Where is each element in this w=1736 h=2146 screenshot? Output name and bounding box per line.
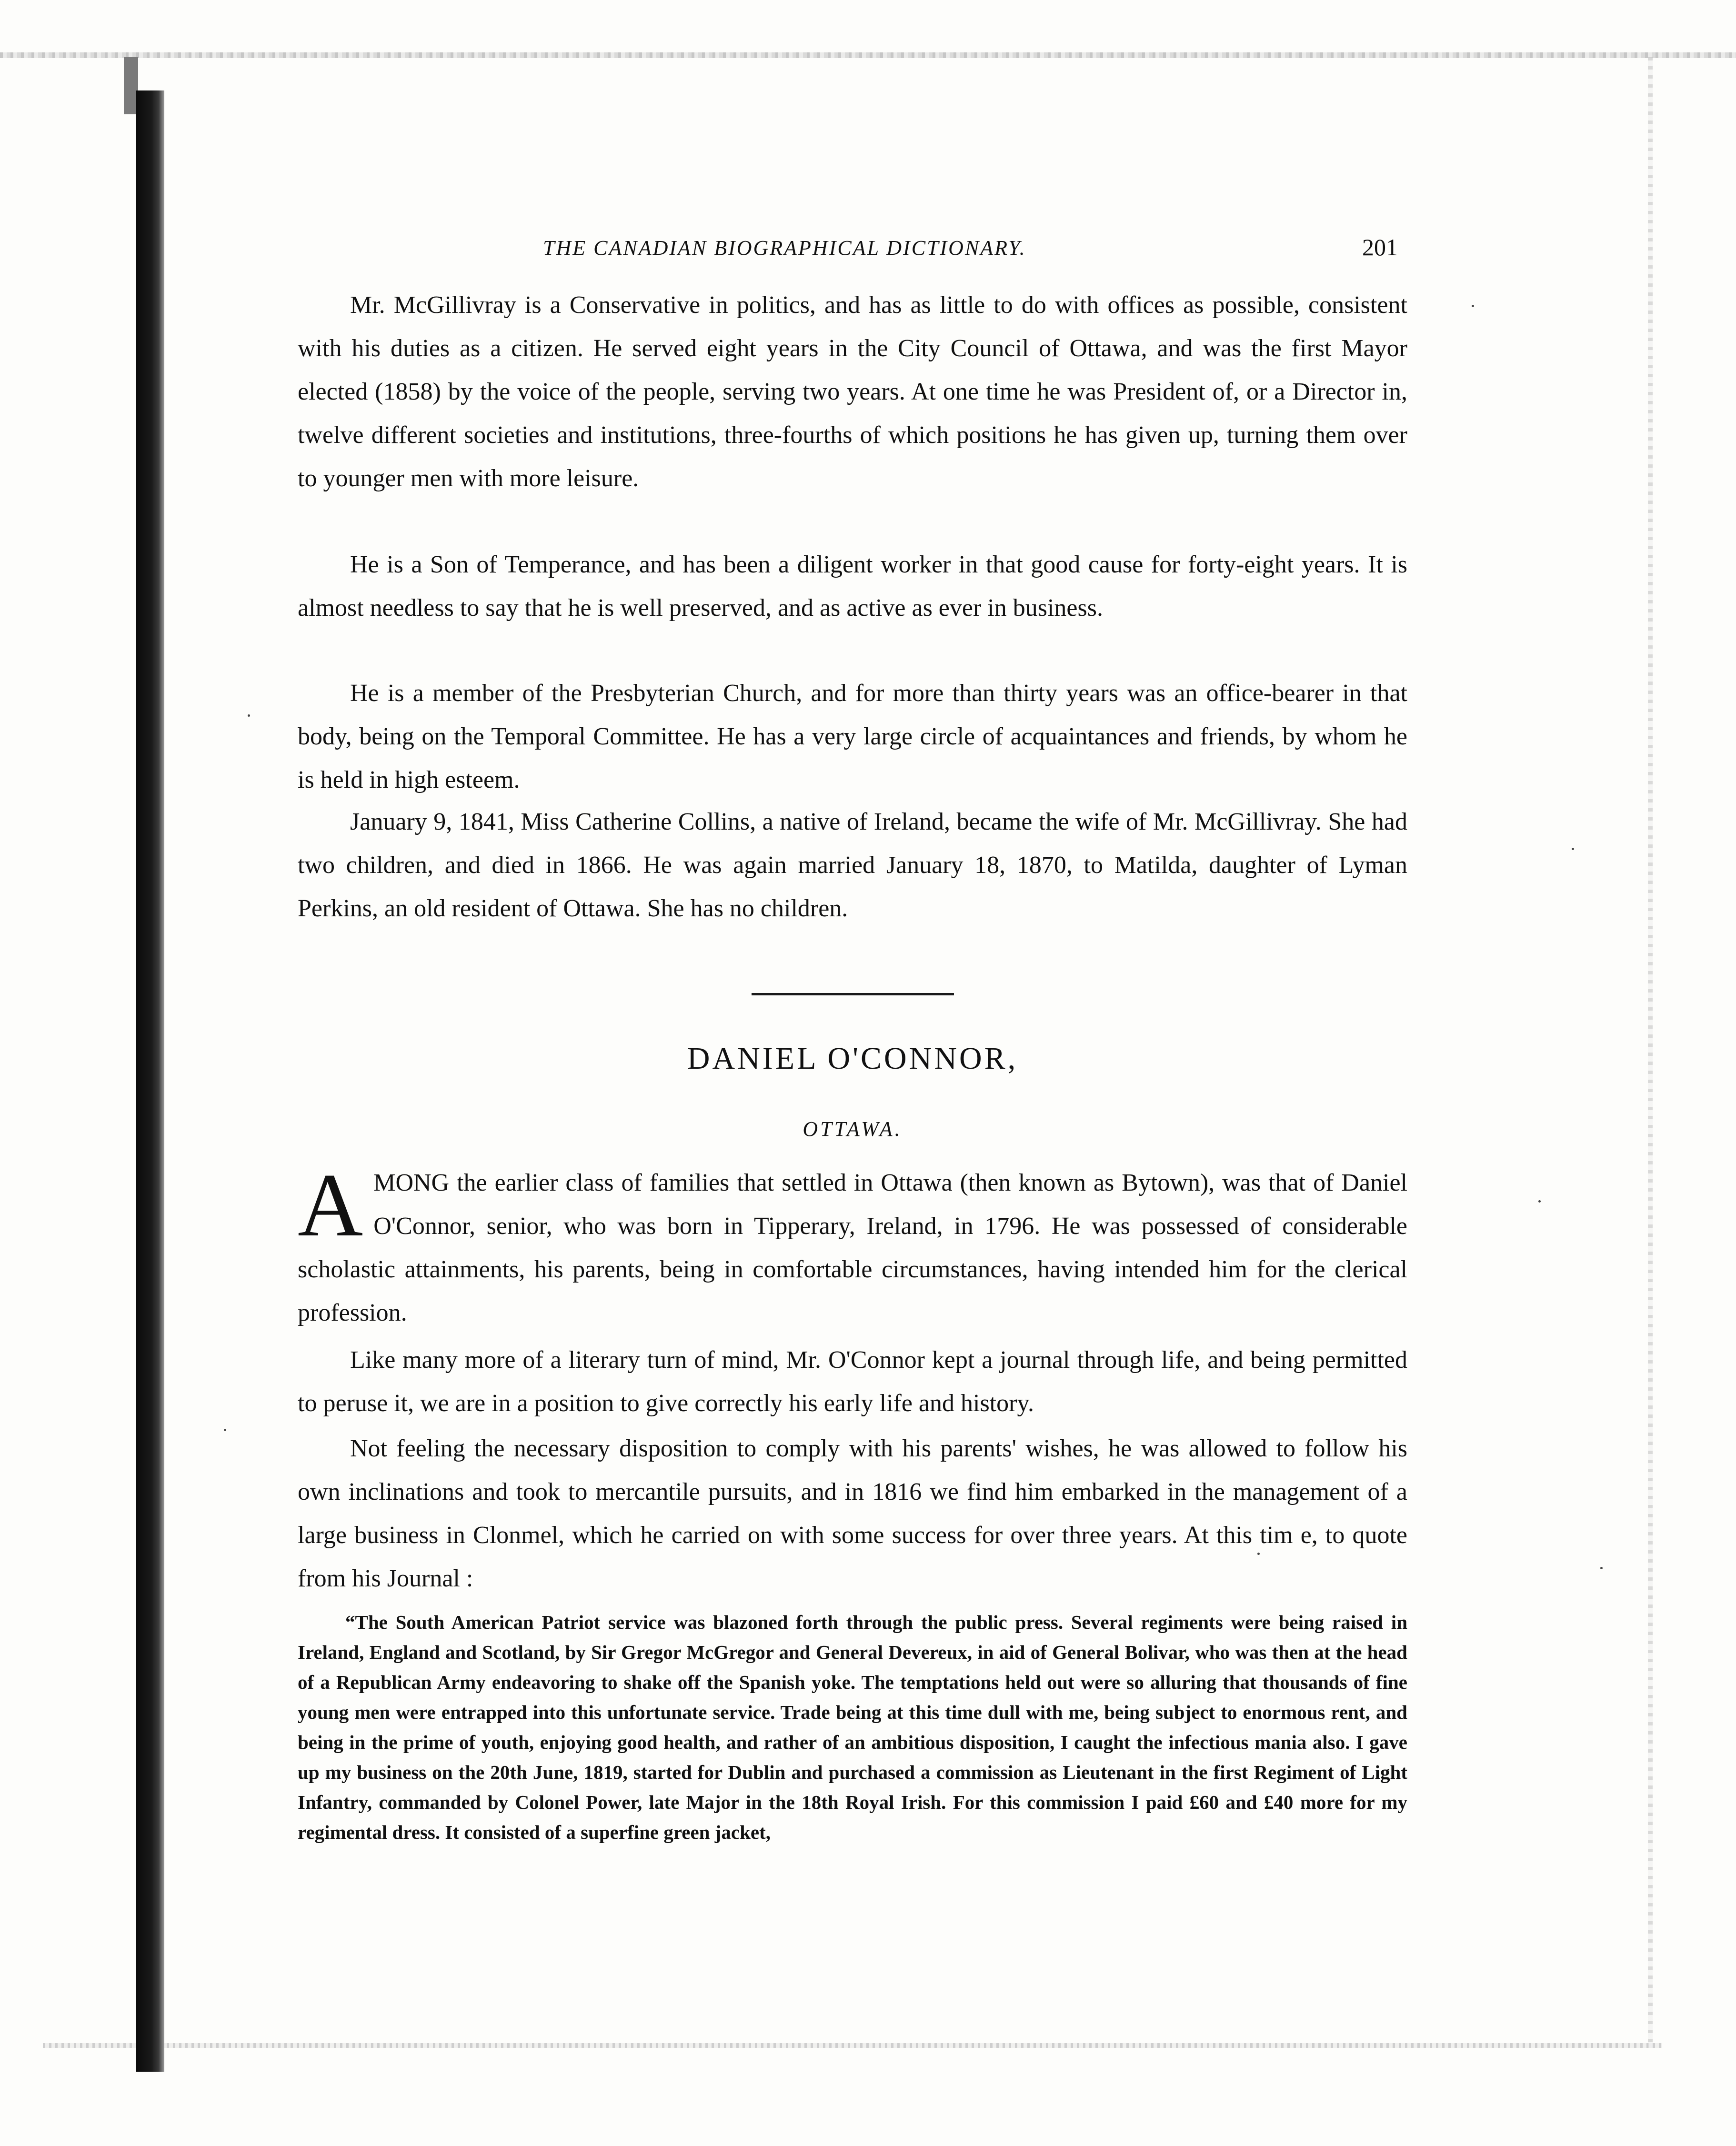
article-opening-paragraph [298,1155,1407,1334]
article-place: OTTAWA. [803,1117,903,1141]
journal-quotation [298,1607,1407,1847]
paragraph-text: He is a Son of Temperance, and has been a diligent worker in that good cause for forty-eight years. It is almost needless to say that he is well preserved, and as active as ever in business. [298,551,1407,622]
page-top-edge [0,52,1736,58]
paragraph-text: Like many more of a literary turn of mind, Mr. O'Connor kept a journal through life, and being permitted to peruse it, we are in a position to give correctly his early life and history. [298,1346,1407,1417]
paragraph-text: Mr. McGillivray is a Conservative in politics, and has as little to do with offices as possible, consistent with his duties as a citizen. He served eight years in the City Council of Ottawa, and was the first Mayor elected (1858) by the voice of the people, serving two years. At one time he was President of, or a Director in, twelve different societies and institutions, three-fourths of which positions he has given up, turning them over to younger men with more leisure. [298,291,1407,492]
body-paragraph [298,1338,1407,1425]
scan-speck [1600,1567,1603,1569]
book-binding-edge [136,90,164,2072]
scan-speck [1257,1553,1260,1555]
body-paragraph [298,543,1407,630]
scan-speck [1538,1200,1541,1203]
paragraph-text: He is a member of the Presbyterian Church, and for more than thirty years was an office-bearer in that body, being on the Temporal Committee. He has a very large circle of acquaintances and friends, by whom he is held in high esteem. [298,680,1407,793]
scan-speck [224,1429,226,1431]
scan-speck [1572,848,1574,850]
paragraph-text: Not feeling the necessary disposition to comply with his parents' wishes, he was allowed to follow his own inclinations and took to mercantile pursuits, and in 1816 we find him embarked in the management of a large business in Clonmel, which he carried on with some success for over three years. At this tim e, to quote from his Journal : [298,1435,1407,1592]
body-paragraph [298,1427,1407,1600]
page-bottom-edge [43,2043,1662,2048]
running-head: THE CANADIAN BIOGRAPHICAL DICTIONARY. [543,236,1026,260]
body-paragraph [298,283,1407,500]
scan-speck [248,714,250,717]
page-right-edge [1648,57,1653,2048]
body-paragraph [298,800,1407,930]
paragraph-text: MONG the earlier class of families that settled in Ottawa (then known as Bytown), was that of Daniel O'Connor, senior, who was born in Tipperary, Ireland, in 1796. He was possessed of considerable scholastic attainments, his parents, being in comfortable circumstances, having intended him for the clerical profession. [298,1169,1407,1326]
body-paragraph [298,672,1407,802]
section-divider [752,993,954,995]
page-number: 201 [1362,234,1398,261]
drop-cap: A [298,1155,363,1255]
article-title: DANIEL O'CONNOR, [687,1041,1018,1076]
scan-speck [1472,305,1474,307]
paragraph-text: January 9, 1841, Miss Catherine Collins, a native of Ireland, became the wife of Mr. McGillivray. She had two children, and died in 1866. He was again married January 18, 1870, to Matilda, daughter of Lyman Perkins, an old resident of Ottawa. She has no children. [298,808,1407,922]
quotation-text: “The South American Patriot service was blazoned forth through the public press. Several regiments were being raised in Ireland, England and Scotland, by Sir Gregor McGregor and General Devereux, in aid of General Bolivar, who was then at the head of a Republican Army endeavoring to shake off the Spanish yoke. The temptations held out were so alluring that thousands of fine young men were entrapped into this unfortunate service. Trade being at this time dull with me, being subject to enormous rent, and being in the prime of youth, enjoying good health, and rather of an ambitious disposition, I caught the infectious mania also. I gave up my business on the 20th June, 1819, started for Dublin and purchased a commission as Lieutenant in the first Regiment of Light Infantry, commanded by Colonel Power, late Major in the 18th Royal Irish. For this commission I paid £60 and £40 more for my regimental dress. It consisted of a superfine green jacket, [298,1611,1407,1843]
